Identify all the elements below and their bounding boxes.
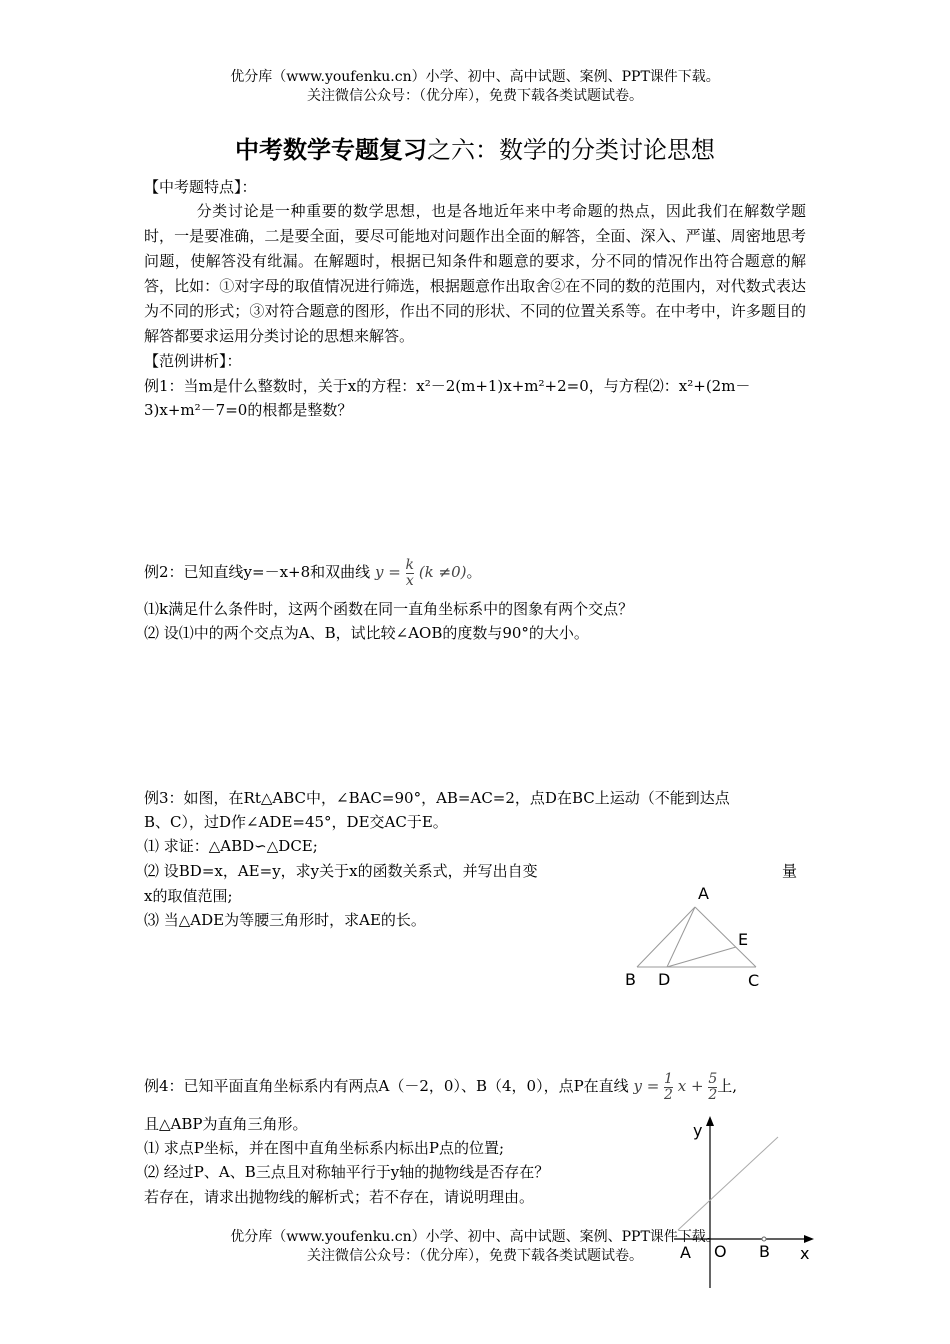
label-y: y bbox=[693, 1121, 703, 1140]
ex2-question-1: ⑴k满足什么条件时，这两个函数在同一直角坐标系中的图象有两个交点？ bbox=[144, 600, 634, 618]
label-o: O bbox=[714, 1242, 727, 1261]
section-heading-examples: 【范例讲析】： bbox=[144, 352, 242, 370]
ex4-prefix: 例4：已知平面直角坐标系内有两点A（－2，0）、B（4，0），点P在直线 bbox=[144, 1077, 629, 1095]
label-b: B bbox=[759, 1242, 770, 1261]
page-title bbox=[0, 130, 950, 165]
ex3-question-2: ⑵ 设BD=x，AE=y，求y关于x的函数关系式，并写出自变 bbox=[144, 862, 538, 880]
line-graph bbox=[678, 1137, 778, 1230]
ex4-suffix: 上, bbox=[717, 1077, 738, 1095]
footer-line-2: 关注微信公众号：（优分库），免费下载各类试题试卷。 bbox=[307, 1248, 643, 1264]
section-heading-features: 【中考题特点】： bbox=[144, 178, 257, 196]
ex2-fraction bbox=[406, 558, 414, 589]
ex2-denominator: x bbox=[405, 572, 414, 589]
ex2-numerator: k bbox=[405, 556, 415, 573]
footer-line-1: 优分库（www.youfenku.cn）小学、初中、高中试题、案例、PPT课件下载。 bbox=[230, 1229, 720, 1245]
ex2-prefix: 例2：已知直线y=－x+8和双曲线 bbox=[144, 563, 371, 581]
ex2-suffix: 。 bbox=[466, 563, 482, 581]
ex3-question-3: ⑶ 当△ADE为等腰三角形时，求AE的长。 bbox=[144, 911, 426, 929]
ex3-question-1: ⑴ 求证：△ABD∽△DCE; bbox=[144, 837, 318, 855]
ex4-fraction-2 bbox=[708, 1072, 717, 1103]
label-b: B bbox=[625, 970, 636, 989]
ex1-line-2: 3)x+m²－7=0的根都是整数？ bbox=[144, 401, 353, 419]
ex4-num-2: 5 bbox=[708, 1070, 718, 1087]
ex2-statement bbox=[144, 557, 482, 589]
label-a: A bbox=[680, 1243, 691, 1262]
ex3-line-1: 例3：如图，在Rt△ABC中，∠BAC=90°，AB=AC=2，点D在BC上运动（不能到达点 bbox=[144, 789, 730, 807]
title-bold: 中考数学专题复习 bbox=[235, 135, 427, 164]
title-normal: 之六：数学的分类讨论思想 bbox=[427, 136, 715, 164]
ex4-y-eq: y = bbox=[633, 1077, 660, 1095]
ex4-question-1: ⑴ 求点P坐标，并在图中直角坐标系内标出P点的位置; bbox=[144, 1139, 505, 1157]
ex2-question-2: ⑵ 设⑴中的两个交点为A、B，试比较∠AOB的度数与90°的大小。 bbox=[144, 624, 589, 642]
triangle-figure bbox=[615, 880, 795, 995]
ex2-condition: (k ≠0) bbox=[418, 563, 467, 581]
header-line-2: 关注微信公众号：（优分库），免费下载各类试题试卷。 bbox=[307, 88, 643, 104]
ex3-line-2: B、C），过D作∠ADE=45°，DE交AC于E。 bbox=[144, 813, 448, 831]
header-line-1: 优分库（www.youfenku.cn）小学、初中、高中试题、案例、PPT课件下载。 bbox=[230, 69, 720, 85]
label-d: D bbox=[658, 970, 671, 989]
segment-de bbox=[667, 947, 736, 967]
ex4-line-2: 且△ABP为直角三角形。 bbox=[144, 1115, 308, 1133]
ex4-den-2: 2 bbox=[708, 1086, 718, 1103]
ex3-question-2-tail: 量 bbox=[782, 862, 798, 880]
segment-ad bbox=[667, 907, 695, 967]
ex3-question-2b: x的取值范围; bbox=[144, 887, 233, 905]
ex1-line-1: 例1：当m是什么整数时，关于x的方程：x²－2(m+1)x+m²+2=0，与方程⑵：x²+(2m－ bbox=[144, 377, 751, 395]
side-ab bbox=[637, 907, 695, 967]
ex4-question-2: ⑵ 经过P、A、B三点且对称轴平行于y轴的抛物线是否存在？ bbox=[144, 1163, 550, 1181]
features-paragraph bbox=[144, 199, 806, 349]
ex4-mid: x + bbox=[677, 1077, 704, 1095]
ex4-fraction-1 bbox=[664, 1072, 673, 1103]
y-axis-arrow-icon bbox=[706, 1116, 714, 1126]
ex4-den-1: 2 bbox=[664, 1086, 673, 1103]
label-x: x bbox=[800, 1244, 810, 1263]
features-text: 分类讨论是一种重要的数学思想，也是各地近年来中考命题的热点，因此我们在解数学题时，一是要准确，二是要全面，要尽可能地对问题作出全面的解答，全面、深入、严谨、周密地思考问题，使解答没有纰漏。在解题时，根据已知条件和题意的要求，分不同的情况作出符合题意的解答，比如：①对字母的取值情况进行筛选，根据题意作出取舍②在不同的数的范围内，对代数式表达为不同的形式；③对符合题意的图形，作出不同的形状、不同的位置关系等。在中考中，许多题目的解答都要求运用分类讨论的思想来解答。 bbox=[144, 202, 806, 345]
ex4-statement bbox=[144, 1066, 737, 1106]
coordinate-figure bbox=[670, 1112, 820, 1294]
ex4-num-1: 1 bbox=[664, 1070, 673, 1087]
label-a: A bbox=[698, 884, 709, 903]
ex4-question-2b: 若存在，请求出抛物线的解析式；若不存在，请说明理由。 bbox=[144, 1188, 535, 1206]
ex2-y-eq: y = bbox=[374, 563, 401, 581]
label-e: E bbox=[738, 930, 749, 949]
label-c: C bbox=[748, 971, 760, 990]
